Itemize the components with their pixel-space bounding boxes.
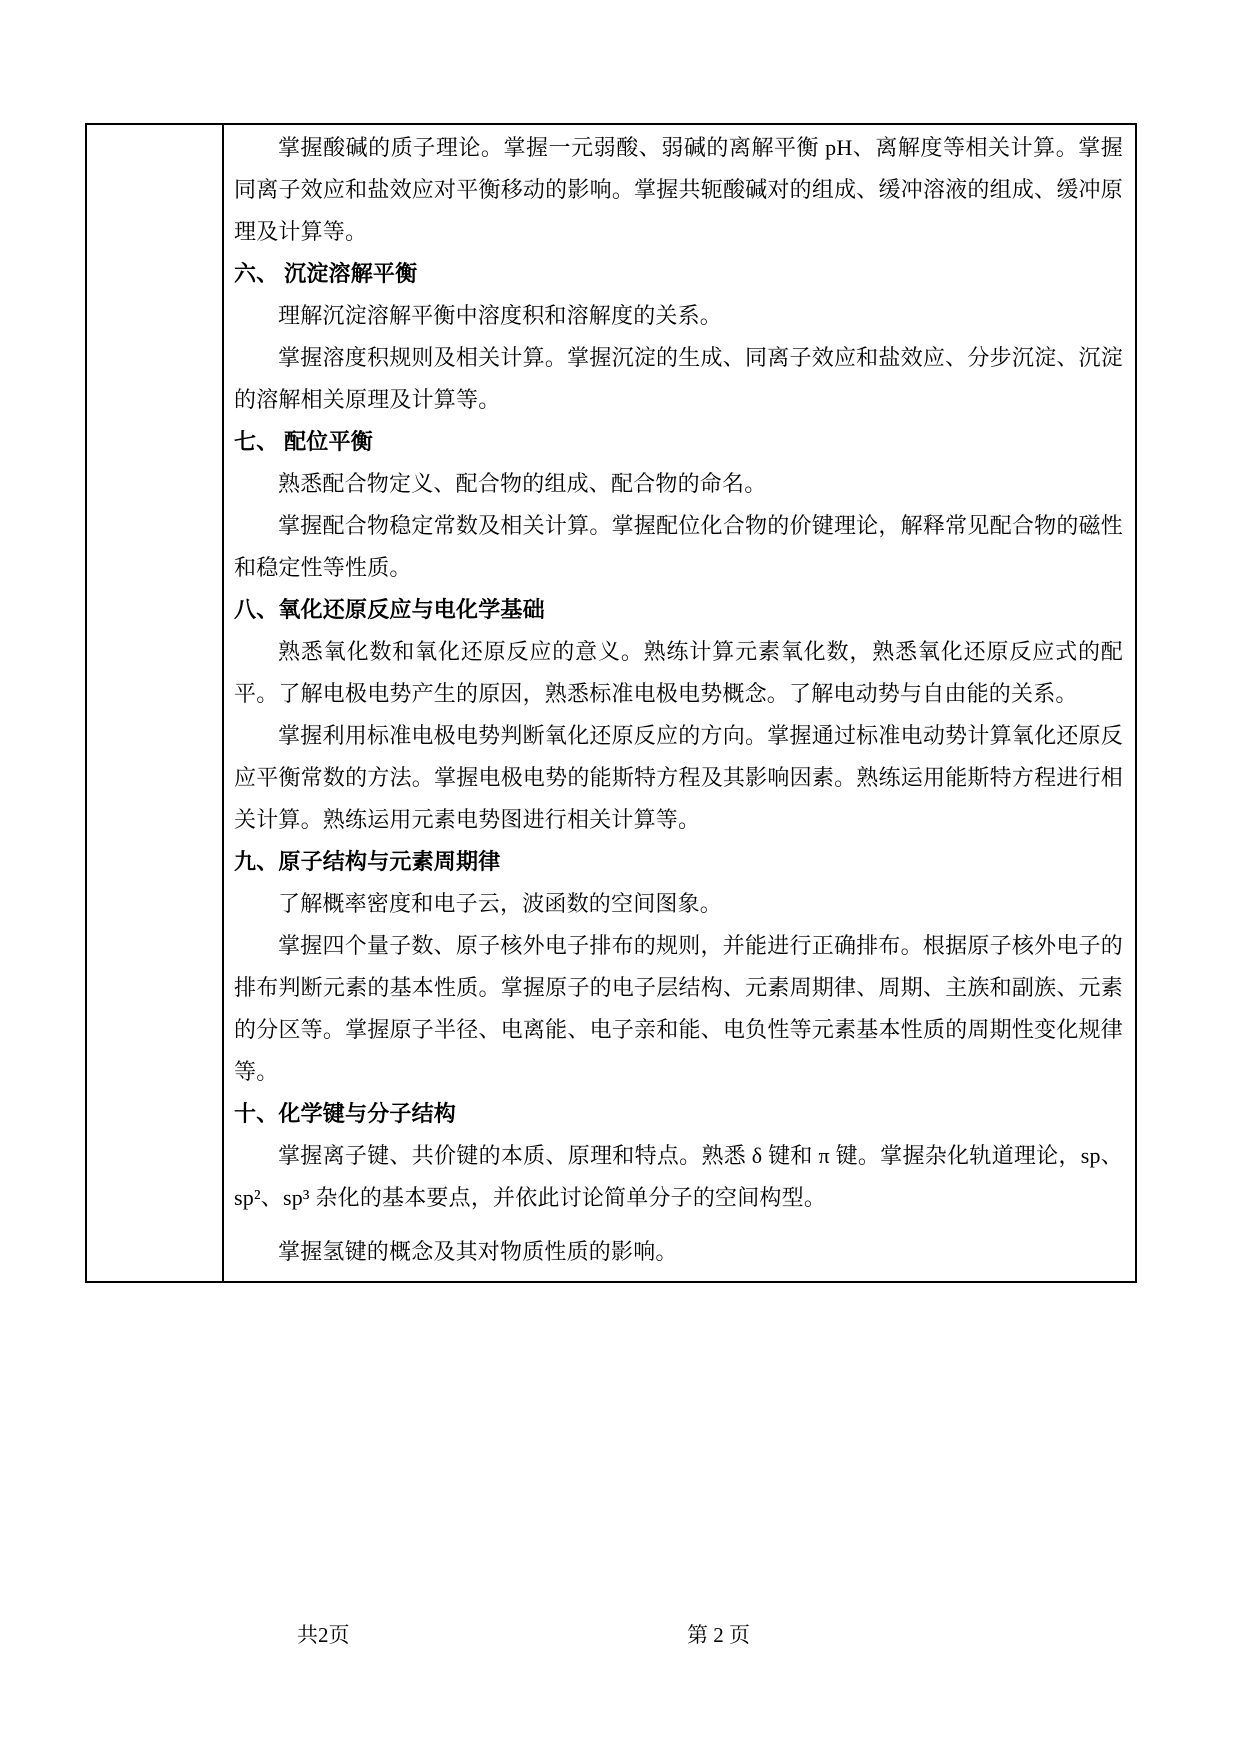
section-heading-10: 十、化学键与分子结构 [234, 1101, 457, 1126]
paragraph-acid-base: 掌握酸碱的质子理论。掌握一元弱酸、弱碱的离解平衡 pH、离解度等相关计算。掌握同离子效应和盐效应对平衡移动的影响。掌握共轭酸碱对的组成、缓冲溶液的组成、缓冲原理及计算等。 [234, 135, 1123, 244]
table-main-cell [224, 125, 1135, 1281]
paragraph-atomic-2: 掌握四个量子数、原子核外电子排布的规则，并能进行正确排布。根据原子核外电子的排布判断元素的基本性质。掌握原子的电子层结构、元素周期律、周期、主族和副族、元素的分区等。掌握原子半径、电离能、电子亲和能、电负性等元素基本性质的周期性变化规律等。 [234, 933, 1123, 1084]
content-table [85, 123, 1137, 1283]
section-heading-8: 八、氧化还原反应与电化学基础 [234, 597, 545, 622]
paragraph-precipitation-1: 理解沉淀溶解平衡中溶度积和溶解度的关系。 [278, 303, 723, 328]
paragraph-atomic-1: 了解概率密度和电子云，波函数的空间图象。 [278, 891, 723, 916]
section-heading-6: 六、 沉淀溶解平衡 [234, 261, 418, 286]
paragraph-hydrogen-bond: 掌握氢键的概念及其对物质性质的影响。 [278, 1239, 678, 1264]
paragraph-bonding-1: 掌握离子键、共价键的本质、原理和特点。熟悉 δ 键和 π 键。掌握杂化轨道理论，sp、sp²、sp³ 杂化的基本要点，并依此讨论简单分子的空间构型。 [234, 1143, 1123, 1210]
table-left-cell [87, 125, 224, 1281]
footer-total-pages: 共2页 [297, 1623, 350, 1647]
paragraph-precipitation-2: 掌握溶度积规则及相关计算。掌握沉淀的生成、同离子效应和盐效应、分步沉淀、沉淀的溶解相关原理及计算等。 [234, 345, 1123, 412]
paragraph-redox-2: 掌握利用标准电极电势判断氧化还原反应的方向。掌握通过标准电动势计算氧化还原反应平衡常数的方法。掌握电极电势的能斯特方程及其影响因素。熟练运用能斯特方程进行相关计算。熟练运用元素电势图进行相关计算等。 [234, 723, 1123, 832]
paragraph-coordination-2: 掌握配合物稳定常数及相关计算。掌握配位化合物的价键理论，解释常见配合物的磁性和稳定性等性质。 [234, 513, 1123, 580]
footer-page-number: 第 2 页 [687, 1623, 750, 1647]
section-heading-9: 九、原子结构与元素周期律 [234, 849, 501, 874]
paragraph-redox-1: 熟悉氧化数和氧化还原反应的意义。熟练计算元素氧化数，熟悉氧化还原反应式的配平。了解电极电势产生的原因，熟悉标准电极电势概念。了解电动势与自由能的关系。 [234, 639, 1123, 706]
section-heading-7: 七、 配位平衡 [234, 429, 373, 454]
paragraph-coordination-1: 熟悉配合物定义、配合物的组成、配合物的命名。 [278, 471, 767, 496]
